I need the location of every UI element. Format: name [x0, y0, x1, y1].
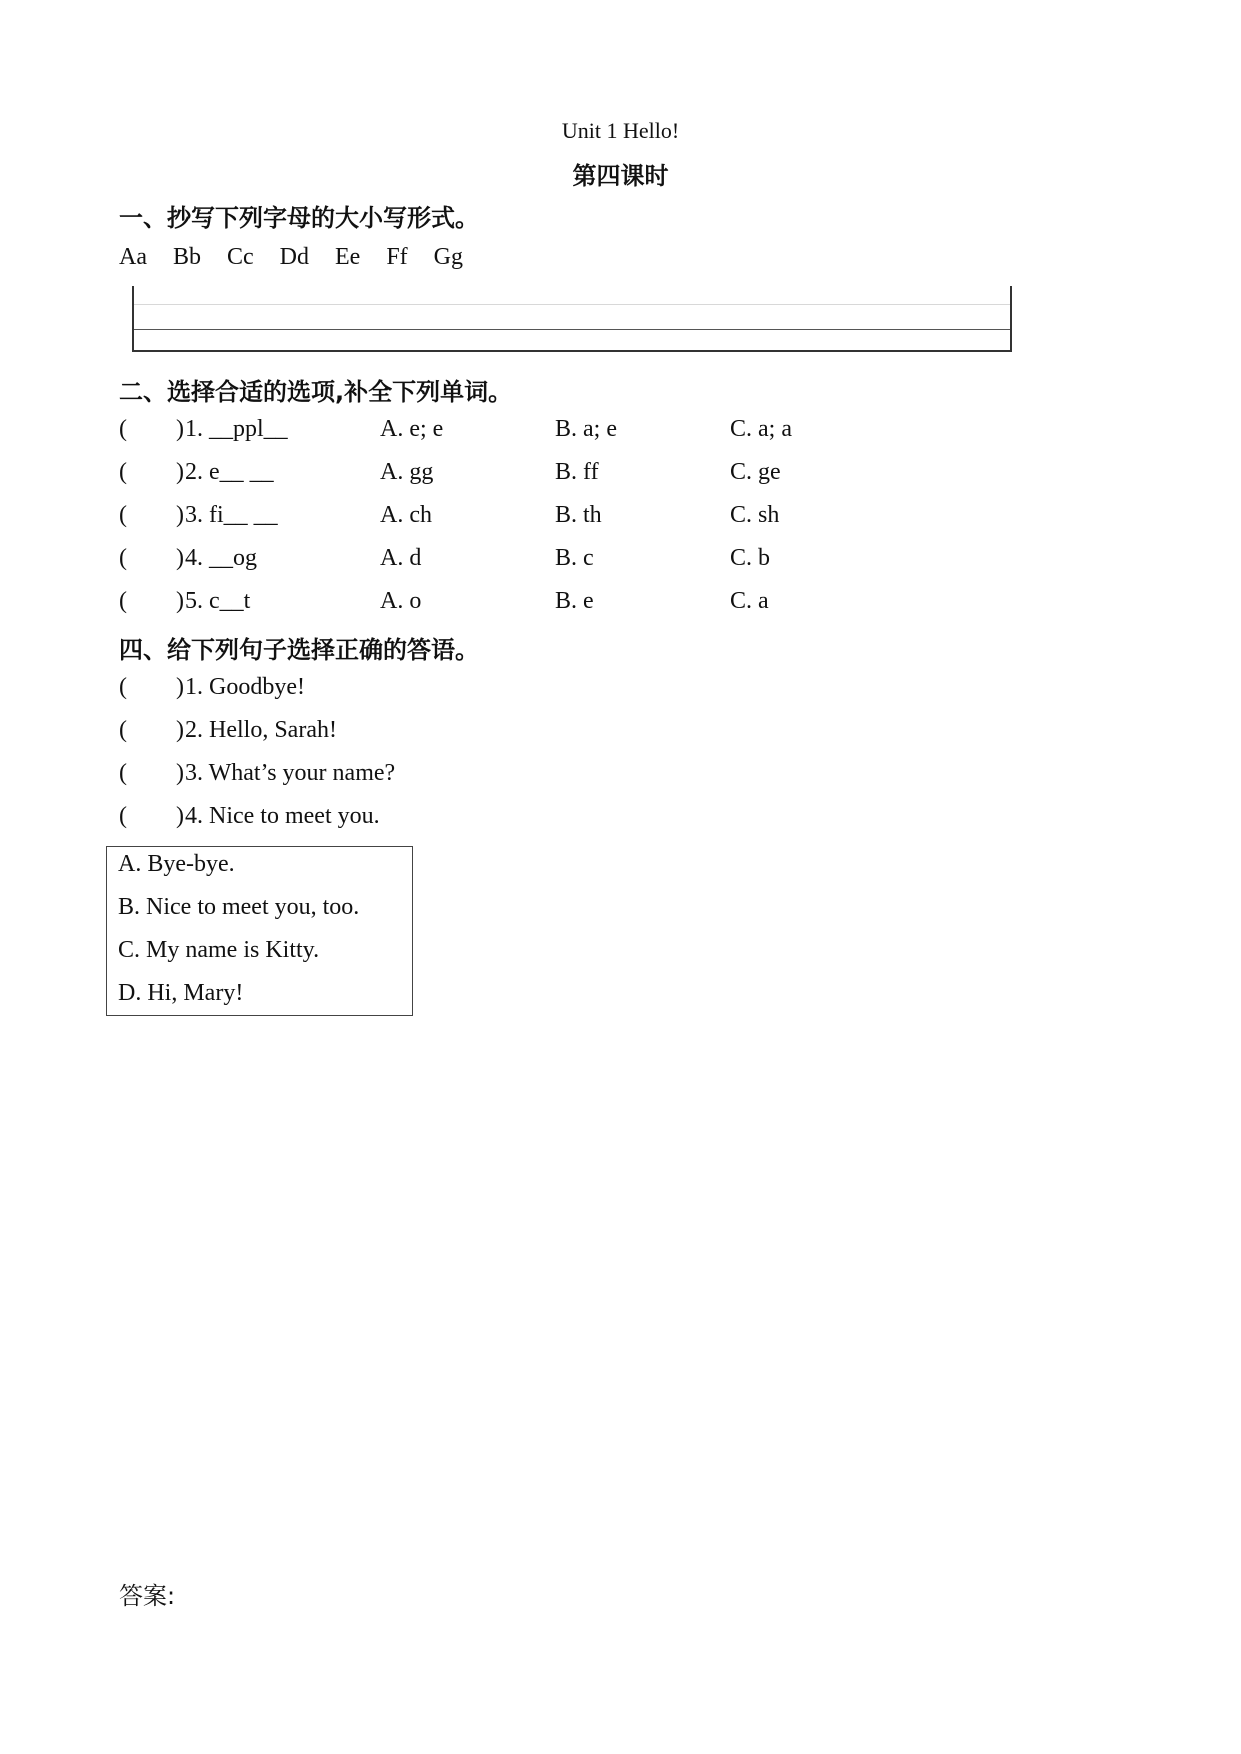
option-b: B. th [555, 502, 602, 528]
answer-blank-open[interactable]: ( [119, 545, 127, 571]
answer-blank-open[interactable]: ( [119, 674, 127, 700]
question-stem: 4. Nice to meet you. [185, 803, 380, 829]
question-stem: 2. e__ __ [185, 459, 274, 485]
option-b: B. e [555, 588, 594, 614]
option-a: A. e; e [380, 416, 444, 442]
writing-lines[interactable] [132, 286, 1012, 352]
question-stem: 5. c__t [185, 588, 251, 614]
lesson-title: 第四课时 [572, 162, 669, 190]
answer-blank-close: ) [176, 803, 184, 829]
letter-pair: Cc [227, 244, 254, 270]
answers-label: 答案: [119, 1582, 176, 1610]
answer-blank-close: ) [176, 545, 184, 571]
answer-blank-open[interactable]: ( [119, 803, 127, 829]
question-row [0, 416, 1241, 446]
question-stem: 3. What’s your name? [185, 760, 396, 786]
letter-pair: Aa [119, 244, 147, 270]
option-c: C. sh [730, 502, 780, 528]
answer-blank-close: ) [176, 588, 184, 614]
letter-pair: Bb [172, 244, 201, 270]
guide-line-base [134, 350, 1010, 352]
answer-blank-close: ) [176, 502, 184, 528]
question-row [0, 545, 1241, 575]
question-row [0, 588, 1241, 618]
question-row [0, 803, 1241, 833]
section-1-heading: 一、抄写下列字母的大小写形式。 [119, 204, 479, 232]
option-a: A. d [380, 545, 422, 571]
option-a: A. ch [380, 502, 432, 528]
question-row [0, 674, 1241, 704]
answer-blank-close: ) [176, 717, 184, 743]
option-a: A. gg [380, 459, 434, 485]
letter-pair: Dd [279, 244, 310, 270]
question-stem: 3. fi__ __ [185, 502, 278, 528]
answer-blank-close: ) [176, 760, 184, 786]
question-stem: 2. Hello, Sarah! [185, 717, 337, 743]
option-b: B. c [555, 545, 594, 571]
guide-line-middle [134, 329, 1010, 330]
question-stem: 1. Goodbye! [185, 674, 305, 700]
question-stem: 4. __og [185, 545, 257, 571]
question-row [0, 717, 1241, 747]
answer-option: B. Nice to meet you, too. [118, 894, 360, 920]
answer-blank-close: ) [176, 459, 184, 485]
question-row [0, 459, 1241, 489]
answer-blank-open[interactable]: ( [119, 502, 127, 528]
answer-blank-open[interactable]: ( [119, 416, 127, 442]
letter-pair: Ff [386, 244, 408, 270]
answer-option: C. My name is Kitty. [118, 937, 320, 963]
option-c: C. b [730, 545, 771, 571]
letter-pair: Ee [335, 244, 361, 270]
answer-options-box [106, 846, 413, 1016]
option-b: B. ff [555, 459, 599, 485]
guide-line-top [134, 304, 1010, 305]
option-c: C. ge [730, 459, 781, 485]
answer-blank-close: ) [176, 416, 184, 442]
section-2-heading: 二、选择合适的选项,补全下列单词。 [119, 378, 513, 406]
answer-option: A. Bye-bye. [118, 851, 235, 877]
section-4-heading: 四、给下列句子选择正确的答语。 [119, 636, 479, 664]
unit-title: Unit 1 Hello! [561, 118, 680, 143]
question-row [0, 502, 1241, 532]
question-row [0, 760, 1241, 790]
answer-blank-open[interactable]: ( [119, 588, 127, 614]
question-stem: 1. __ppl__ [185, 416, 288, 442]
option-b: B. a; e [555, 416, 617, 442]
answer-blank-close: ) [176, 674, 184, 700]
letter-pair: Gg [433, 244, 464, 270]
answer-blank-open[interactable]: ( [119, 459, 127, 485]
option-c: C. a; a [730, 416, 792, 442]
letter-list [119, 244, 483, 271]
option-c: C. a [730, 588, 769, 614]
answer-blank-open[interactable]: ( [119, 760, 127, 786]
answer-option: D. Hi, Mary! [118, 980, 244, 1006]
option-a: A. o [380, 588, 422, 614]
answer-blank-open[interactable]: ( [119, 717, 127, 743]
